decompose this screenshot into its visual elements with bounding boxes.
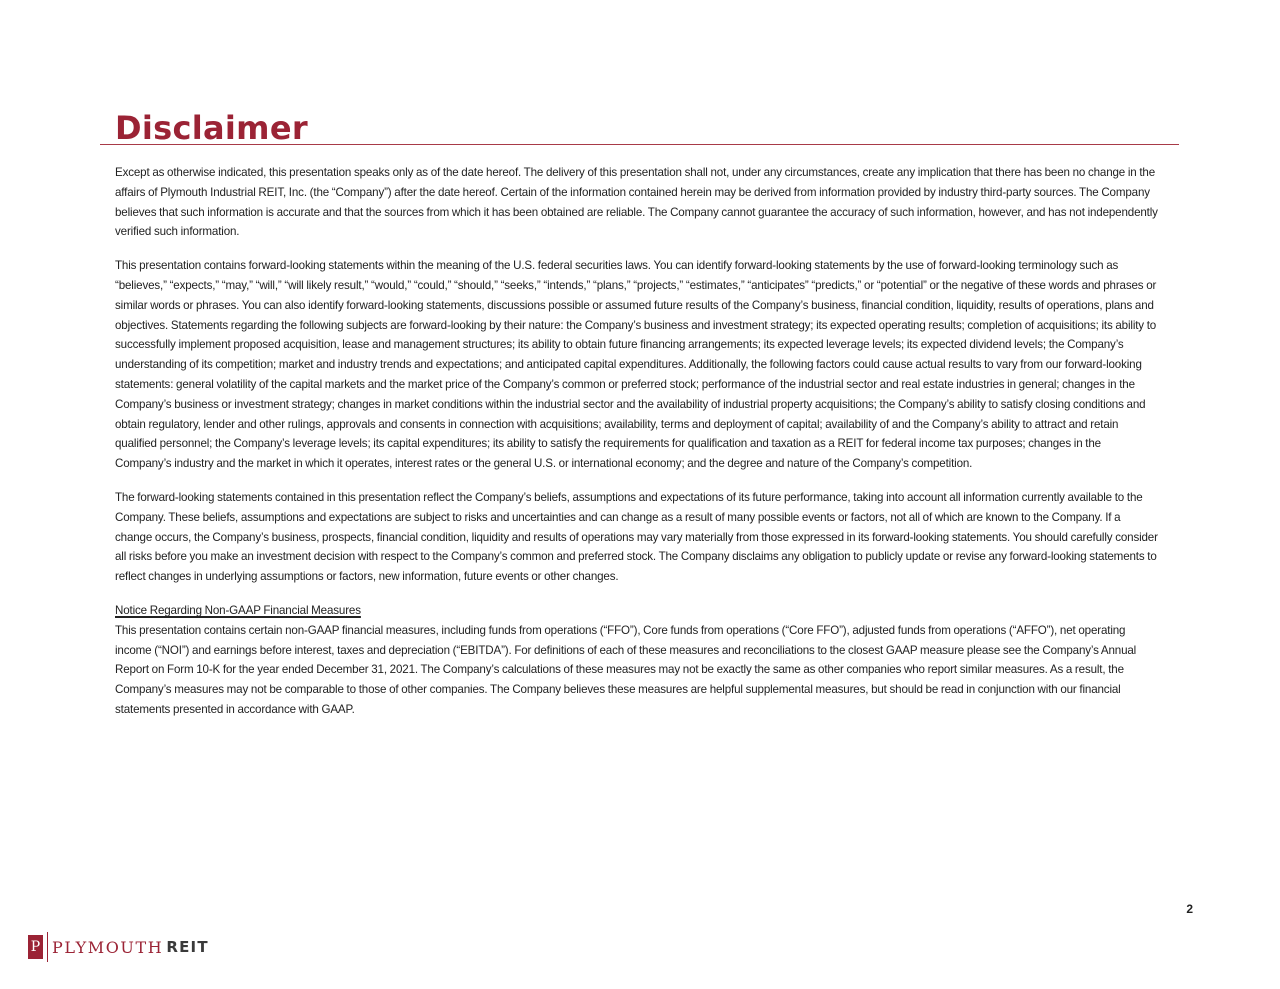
slide-title: Disclaimer	[115, 109, 308, 147]
logo-wordmark: PLYMOUTH	[52, 937, 164, 957]
logo-reit: REIT	[166, 938, 209, 956]
paragraph-non-gaap: This presentation contains certain non-GAAP financial measures, including funds from operations (“FFO”), Core funds from operations (“Core FFO”), adjusted funds from operations (“AFFO”), net operating income (“NOI”) and earnings before interest, taxes and depreciation (“EBITDA”). For definitions of each of these measures and reconciliations to the closest GAAP measure please see the Company’s Annual Report on Form 10-K for the year ended December 31, 2021. The Company’s calculations of these measures may not be exactly the same as other companies who report similar measures. As a result, the Company’s measures may not be comparable to those of other companies. The Company believes these measures are helpful supplemental measures, but should be read in conjunction with our financial statements presented in accordance with GAAP.	[115, 623, 1137, 716]
disclaimer-body	[115, 163, 1160, 734]
notice-heading: Notice Regarding Non-GAAP Financial Measures	[115, 603, 361, 617]
plymouth-reit-logo	[28, 932, 209, 962]
paragraph-beliefs-and-assumptions: The forward-looking statements contained in this presentation reflect the Company’s beliefs, assumptions and expectations of its future performance, taking into account all information currently available to the Company. These beliefs, assumptions and expectations are subject to risks and uncertainties and can change as a result of many possible events or factors, not all of which are known to the Company. If a change occurs, the Company’s business, prospects, financial condition, liquidity and results of operations may vary materially from those expressed in its forward-looking statements. You should carefully consider all risks before you make an investment decision with respect to the Company’s common and preferred stock. The Company disclaims any obligation to publicly update or revise any forward-looking statements to reflect changes in underlying assumptions or factors, new information, future events or other changes.	[115, 490, 1158, 584]
logo-p-mark-icon: P	[28, 935, 43, 959]
page-number: 2	[1186, 902, 1193, 916]
title-divider	[100, 144, 1179, 145]
logo-divider	[47, 932, 48, 962]
paragraph-date-and-sources: Except as otherwise indicated, this presentation speaks only as of the date hereof. The delivery of this presentation shall not, under any circumstances, create any implication that there has been no change in the affairs of Plymouth Industrial REIT, Inc. (the “Company”) after the date hereof. Certain of the information contained herein may be derived from information provided by industry third-party sources. The Company believes that such information is accurate and that the sources from which it has been obtained are reliable. The Company cannot guarantee the accuracy of such information, however, and has not independently verified such information.	[115, 166, 1158, 239]
paragraph-forward-looking: This presentation contains forward-looking statements within the meaning of the U.S. federal securities laws. You can identify forward-looking statements by the use of forward-looking terminology such as “believes,” “expects,” “may,” “will,” “will likely result,” “would,” “could,” “should,” “seeks,” “intends,” “plans,” “projects,” “estimates,” “anticipates” “predicts,” or “potential” or the negative of these words and phrases or similar words or phrases. You can also identify forward-looking statements, discussions possible or assumed future results of the Company’s business, financial condition, liquidity, results of operations, plans and objectives. Statements regarding the following subjects are forward-looking by their nature: the Company’s business and investment strategy; its expected operating results; completion of acquisitions; its ability to successfully implement proposed acquisition, lease and management structures; its ability to obtain future financing arrangements; its expected leverage levels; its expected dividend levels; the Company’s understanding of its competition; market and industry trends and expectations; and anticipated capital expenditures. Additionally, the following factors could cause actual results to vary from our forward-looking statements: general volatility of the capital markets and the market price of the Company’s common or preferred stock; performance of the industrial sector and real estate industries in general; changes in the Company’s business or investment strategy; changes in market conditions within the industrial sector and the availability of industrial property acquisitions; the Company’s ability to satisfy closing conditions and obtain regulatory, lender and other rulings, approvals and consents in connection with acquisitions; availability, terms and deployment of capital; availability of and the Company’s ability to attract and retain qualified personnel; the Company’s leverage levels; its capital expenditures; its ability to satisfy the requirements for qualification and taxation as a REIT for federal income tax purposes; changes in the Company’s industry and the market in which it operates, interest rates or the general U.S. or international economy; and the degree and nature of the Company’s competition.	[115, 259, 1157, 471]
